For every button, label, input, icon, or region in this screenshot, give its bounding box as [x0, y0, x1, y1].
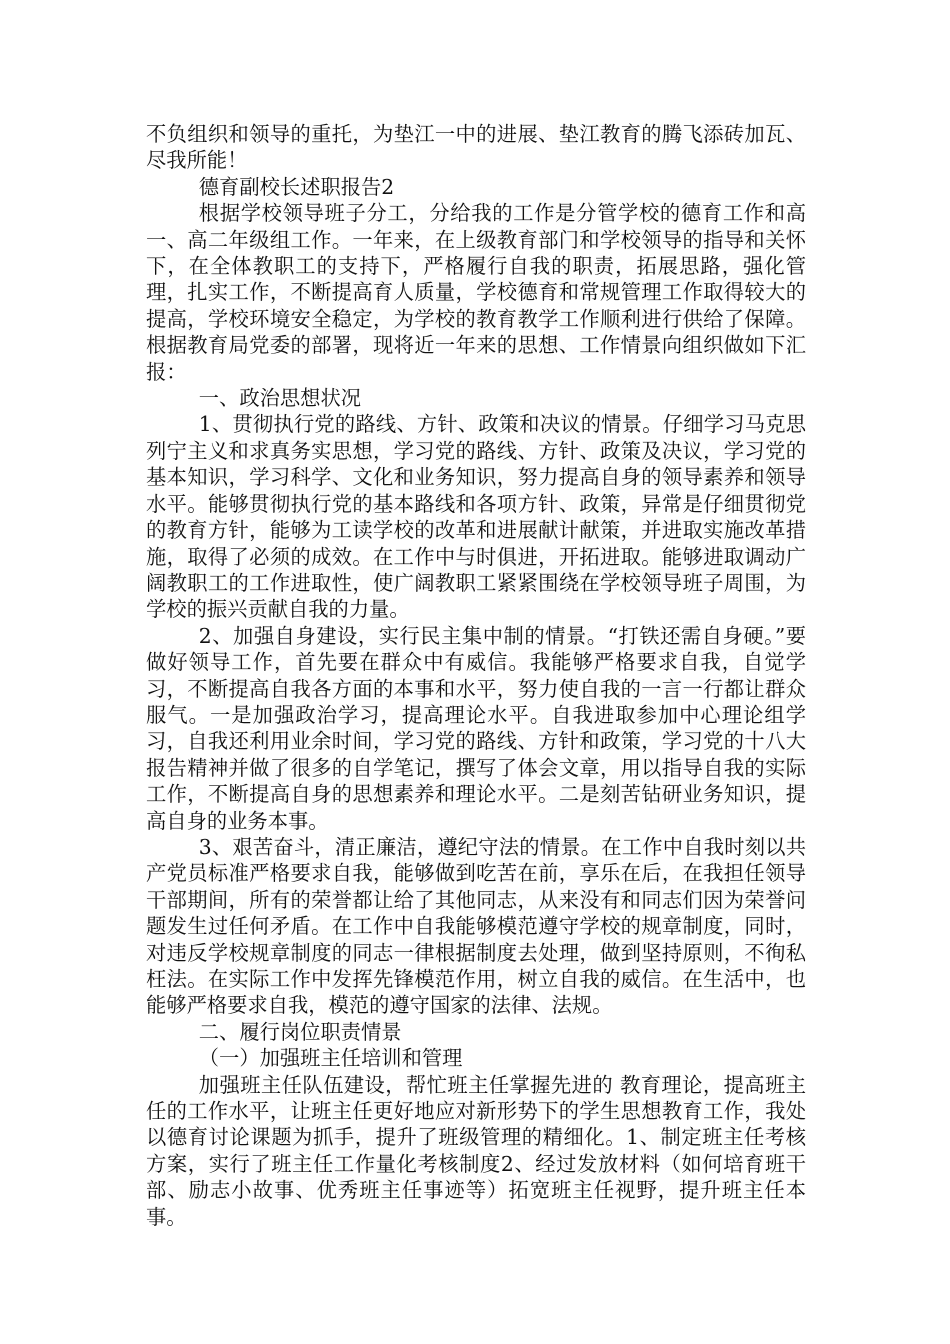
paragraph-continued: 不负组织和领导的重托，为垫江一中的进展、垫江教育的腾飞添砖加瓦、尽我所能！: [146, 122, 806, 173]
report-title: 德育副校长述职报告2: [198, 174, 395, 199]
section-heading-duties: 二、履行岗位职责情景: [198, 1019, 402, 1044]
document-page: [146, 121, 806, 1230]
paragraph-teacher-training: 加强班主任队伍建设，帮忙班主任掌握先进的 教育理论，提高班主任的工作水平，让班主任更好地应对新形势下的学生思想教育工作，我处以德育讨论课题为抓手，提升了班级管理的精细化。1、制定班主任考核方案，实行了班主任工作量化考核制度2、经过发放材料（如何培育班干部、励志小故事、优秀班主任事迹等）拓宽班主任视野，提升班主任本事。: [146, 1072, 806, 1229]
paragraph-intro: 根据学校领导班子分工，分给我的工作是分管学校的德育工作和高一、高二年级组工作。一年来，在上级教育部门和学校领导的指导和关怀下，在全体教职工的支持下，严格履行自我的职责，拓展思路，强化管理，扎实工作，不断提高育人质量，学校德育和常规管理工作取得较大的提高，学校环境安全稳定，为学校的教育教学工作顺利进行供给了保障。根据教育局党委的部署，现将近一年来的思想、工作情景向组织做如下汇报：: [146, 201, 806, 384]
section-heading-political: 一、政治思想状况: [198, 386, 362, 411]
subsection-heading-teacher-training: （一）加强班主任培训和管理: [198, 1046, 463, 1071]
paragraph-item-1: 1、贯彻执行党的路线、方针、政策和决议的情景。仔细学习马克思列宁主义和求真务实思想，学习党的路线、方针、政策及决议，学习党的基本知识，学习科学、文化和业务知识，努力提高自身的领导素养和领导水平。能够贯彻执行党的基本路线和各项方针、政策，异常是仔细贯彻党的教育方针，能够为工读学校的改革和进展献计献策，并进取实施改革措施，取得了必须的成效。在工作中与时俱进，开拓进取。能够进取调动广阔教职工的工作进取性，使广阔教职工紧紧围绕在学校领导班子周围，为学校的振兴贡献自我的力量。: [146, 412, 806, 622]
paragraph-item-2: 2、加强自身建设，实行民主集中制的情景。“打铁还需自身硬。”要做好领导工作，首先要在群众中有威信。我能够严格要求自我，自觉学习，不断提高自我各方面的本事和水平，努力使自我的一言一行都让群众服气。一是加强政治学习，提高理论水平。自我进取参加中心理论组学习，自我还利用业余时间，学习党的路线、方针和政策，学习党的十八大报告精神并做了很多的自学笔记，撰写了体会文章，用以指导自我的实际工作，不断提高自身的思想素养和理论水平。二是刻苦钻研业务知识，提高自身的业务本事。: [146, 623, 806, 833]
paragraph-item-3: 3、艰苦奋斗，清正廉洁，遵纪守法的情景。在工作中自我时刻以共产党员标准严格要求自我，能够做到吃苦在前，享乐在后，在我担任领导干部期间，所有的荣誉都让给了其他同志，从来没有和同志们因为荣誉问题发生过任何矛盾。在工作中自我能够模范遵守学校的规章制度，同时，对违反学校规章制度的同志一律根据制度去处理，做到坚持原则，不徇私枉法。在实际工作中发挥先锋模范作用，树立自我的威信。在生活中，也能够严格要求自我，模范的遵守国家的法律、法规。: [146, 834, 806, 1018]
